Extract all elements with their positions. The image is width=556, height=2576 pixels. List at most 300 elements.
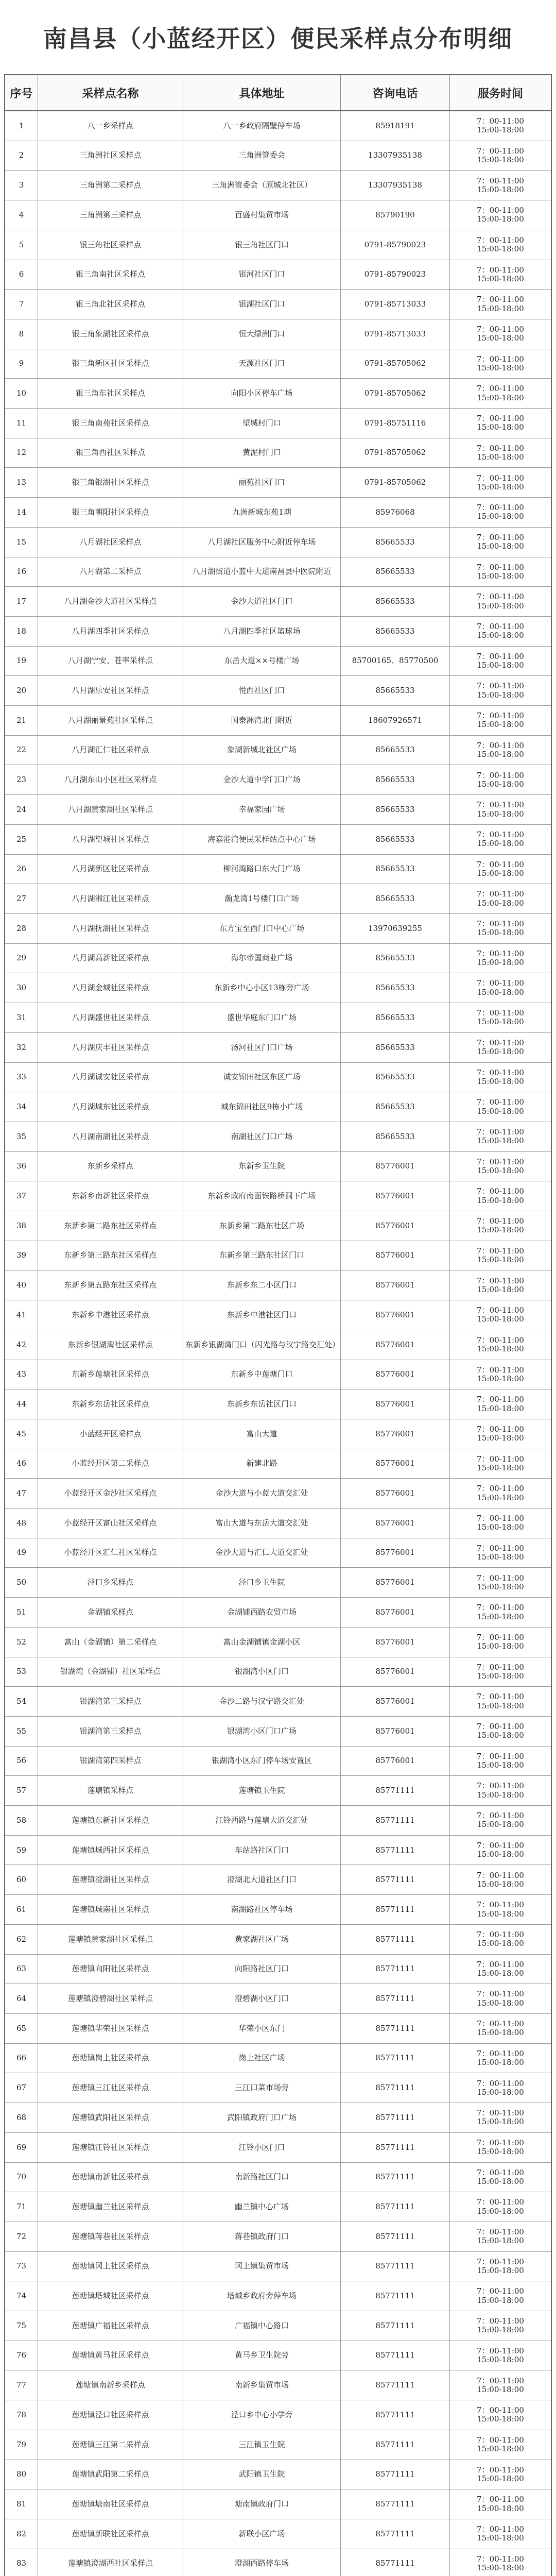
phone: 85771111 [341,2044,450,2073]
table-row [5,230,551,260]
phone: 85776001 [341,1479,450,1508]
point-name: 八月湖抚湖社区采样点 [38,914,183,943]
service-hours: 7：00-11:00 15:00-18:00 [477,146,524,165]
service-hours: 7：00-11:00 15:00-18:00 [477,1187,524,1205]
point-name: 东新乡银湖湾社区采样点 [38,1330,183,1360]
row-number: 65 [5,2014,38,2043]
row-number: 37 [5,1181,38,1211]
phone: 85665533 [341,1122,450,1151]
row-number: 76 [5,2341,38,2370]
point-name: 东新乡莲塘社区采样点 [38,1360,183,1389]
phone: 85771111 [341,2014,450,2043]
header-phone: 咨询电话 [341,75,450,110]
phone: 85776001 [341,1628,450,1657]
phone: 85665533 [341,587,450,616]
phone: 85771111 [341,2133,450,2162]
point-name: 小蓝经开区金沙社区采样点 [38,1479,183,1508]
table-row [5,1181,551,1211]
service-hours: 7：00-11:00 15:00-18:00 [477,1781,524,1800]
row-number: 6 [5,260,38,290]
address: 城东锦田社区9栋小广场 [183,1092,341,1122]
service-hours: 7：00-11:00 15:00-18:00 [477,1395,524,1413]
table-row [5,765,551,795]
phone: 85771111 [341,2222,450,2251]
row-number: 30 [5,973,38,1003]
row-number: 35 [5,1122,38,1151]
point-name: 银三角象湖社区采样点 [38,319,183,349]
phone: 85776001 [341,1181,450,1211]
phone: 85776001 [341,1360,450,1389]
phone: 85976068 [341,498,450,527]
address: 海尔帝国商业广场 [183,944,341,973]
table-row [5,260,551,290]
table-row [5,498,551,528]
table-row [5,884,551,914]
address: 车站路社区门口 [183,1836,341,1865]
point-name: 八月湖汇仁社区采样点 [38,736,183,765]
address: 金湖铺西路农贸市场 [183,1598,341,1627]
table-row [5,795,551,825]
point-name: 小蓝经开区第二采样点 [38,1449,183,1479]
address: 向阳小区停车广场 [183,379,341,408]
table-row [5,1330,551,1360]
address: 澄碧湖小区门口 [183,1984,341,2013]
service-hours: 7：00-11:00 15:00-18:00 [477,1454,524,1472]
point-name: 银三角南社区采样点 [38,260,183,290]
table-header [5,75,551,111]
point-name: 八月湖丽景苑社区采样点 [38,706,183,735]
row-number: 38 [5,1211,38,1241]
table-body [5,111,551,2576]
phone: 0791-85790023 [341,260,450,290]
phone: 85665533 [341,528,450,557]
address: 八月湖四季社区篮球场 [183,617,341,646]
table-row [5,349,551,379]
address: 富山大道 [183,1419,341,1449]
phone: 0791-85705062 [341,349,450,379]
service-hours: 7：00-11:00 15:00-18:00 [477,265,524,283]
point-name: 银湖湾（金湖铺）社区采样点 [38,1657,183,1687]
point-name: 八月湖金沙大道社区采样点 [38,587,183,616]
point-name: 莲塘镇黄家湖社区采样点 [38,1925,183,1954]
address: 东新乡中莲塘门口 [183,1360,341,1389]
point-name: 莲塘镇采样点 [38,1776,183,1805]
table-row [5,319,551,349]
address: 东新乡东岳社区门口 [183,1389,341,1419]
address: 黄泥村门口 [183,438,341,468]
service-hours: 7：00-11:00 15:00-18:00 [477,325,524,343]
address: 塘南镇政府门口 [183,2489,341,2519]
table-row [5,1300,551,1330]
address: 柳河湾路口东大门广场 [183,855,341,884]
phone: 85776001 [341,1657,450,1687]
point-name: 银湖湾第四采样点 [38,1747,183,1776]
point-name: 莲塘镇江铃社区采样点 [38,2133,183,2162]
service-hours: 7：00-11:00 15:00-18:00 [477,2167,524,2186]
row-number: 28 [5,914,38,943]
point-name: 莲塘镇东新社区采样点 [38,1806,183,1835]
address: 象湖新城北社区广场 [183,736,341,765]
table-row [5,1657,551,1687]
address: 东新乡中心小区13栋旁广场 [183,973,341,1003]
service-hours: 7：00-11:00 15:00-18:00 [477,800,524,819]
service-hours: 7：00-11:00 15:00-18:00 [477,1097,524,1116]
service-hours: 7：00-11:00 15:00-18:00 [477,2465,524,2483]
phone: 85665533 [341,1063,450,1092]
row-number: 20 [5,676,38,705]
row-number: 1 [5,111,38,141]
table-row [5,1984,551,2014]
row-number: 57 [5,1776,38,1805]
table-row [5,2489,551,2519]
page-title: 南昌县（小蓝经开区）便民采样点分布明细 [43,25,513,53]
table-row [5,973,551,1003]
table-row [5,111,551,141]
address: 东新乡东二小区门口 [183,1270,341,1300]
address: 八一乡政府隔壁停车场 [183,111,341,141]
address: 泾口乡卫生院 [183,1568,341,1597]
point-name: 银三角朝阳社区采样点 [38,498,183,527]
address: 悦西社区门口 [183,676,341,705]
table-row [5,1538,551,1568]
point-name: 银三角西社区采样点 [38,438,183,468]
point-name: 莲塘镇塘南社区采样点 [38,2489,183,2519]
point-name: 八月湖望城社区采样点 [38,825,183,854]
point-name: 八月湖高新社区采样点 [38,944,183,973]
table-row [5,528,551,557]
phone: 85771111 [341,1984,450,2013]
table-row [5,1717,551,1747]
service-hours: 7：00-11:00 15:00-18:00 [477,1514,524,1532]
row-number: 70 [5,2163,38,2192]
service-hours: 7：00-11:00 15:00-18:00 [477,2524,524,2543]
phone: 85771111 [341,2430,450,2460]
row-number: 23 [5,765,38,794]
table-row [5,2163,551,2193]
address: 泾口乡中心小学旁 [183,2400,341,2430]
service-hours: 7：00-11:00 15:00-18:00 [477,592,524,611]
point-name: 八月湖诚安社区采样点 [38,1063,183,1092]
phone: 85776001 [341,1449,450,1479]
table-row [5,1389,551,1419]
service-hours: 7：00-11:00 15:00-18:00 [477,919,524,938]
address: 澄湖西路停车场 [183,2549,341,2576]
address: 银湖湾小区门口广场 [183,1717,341,1746]
row-number: 64 [5,1984,38,2013]
point-name: 八月湖乐安社区采样点 [38,676,183,705]
table-row [5,1360,551,1390]
point-name: 莲塘镇冈上社区采样点 [38,2252,183,2281]
row-number: 36 [5,1152,38,1181]
point-name: 莲塘镇武阳第二采样点 [38,2460,183,2489]
service-hours: 7：00-11:00 15:00-18:00 [477,978,524,997]
row-number: 12 [5,438,38,468]
point-name: 八月湖盛世社区采样点 [38,1003,183,1032]
row-number: 60 [5,1865,38,1894]
phone: 85776001 [341,1687,450,1716]
table-row [5,1509,551,1538]
row-number: 29 [5,944,38,973]
row-number: 25 [5,825,38,854]
row-number: 81 [5,2489,38,2519]
row-number: 62 [5,1925,38,1954]
row-number: 22 [5,736,38,765]
table-row [5,1776,551,1806]
phone: 85776001 [341,1509,450,1538]
point-name: 泾口乡采样点 [38,1568,183,1597]
address: 东新乡第二路东社区广场 [183,1211,341,1241]
address: 银湖社区门口 [183,290,341,319]
service-hours: 7：00-11:00 15:00-18:00 [477,1573,524,1591]
service-hours: 7：00-11:00 15:00-18:00 [477,889,524,908]
phone: 85771111 [341,1806,450,1835]
service-hours: 7：00-11:00 15:00-18:00 [477,829,524,849]
table-row [5,1628,551,1657]
row-number: 3 [5,171,38,200]
service-hours: 7：00-11:00 15:00-18:00 [477,711,524,730]
address: 富山金湖铺镇金湖小区 [183,1628,341,1657]
table-row [5,1925,551,1955]
table-row [5,1270,551,1300]
phone: 85771111 [341,2192,450,2222]
row-number: 15 [5,528,38,557]
service-hours: 7：00-11:00 15:00-18:00 [477,1484,524,1502]
table-row [5,647,551,676]
phone: 85665533 [341,884,450,913]
table-row [5,2044,551,2074]
address: 金沙大道社区门口 [183,587,341,616]
address: 三角洲管委会（原城北社区） [183,171,341,200]
phone: 85665533 [341,944,450,973]
row-number: 11 [5,409,38,438]
phone: 85918191 [341,111,450,141]
table-row [5,2519,551,2549]
service-hours: 7：00-11:00 15:00-18:00 [477,948,524,968]
phone: 85776001 [341,1717,450,1746]
table-row [5,2400,551,2430]
address: 东新乡中港社区门口 [183,1300,341,1330]
row-number: 61 [5,1895,38,1924]
table-row [5,1568,551,1598]
row-number: 67 [5,2073,38,2103]
service-hours: 7：00-11:00 15:00-18:00 [477,1603,524,1621]
row-number: 47 [5,1479,38,1508]
table-row [5,1122,551,1152]
phone: 0791-85790023 [341,230,450,260]
phone: 85790190 [341,200,450,230]
point-name: 八月湖庆丰社区采样点 [38,1033,183,1062]
row-number: 56 [5,1747,38,1776]
service-hours: 7：00-11:00 15:00-18:00 [477,2048,524,2067]
point-name: 东新乡东岳社区采样点 [38,1389,183,1419]
address: 南湖路社区停车场 [183,1895,341,1924]
point-name: 莲塘镇泾口社区采样点 [38,2400,183,2430]
service-hours: 7：00-11:00 15:00-18:00 [477,532,524,551]
service-hours: 7：00-11:00 15:00-18:00 [477,206,524,224]
table-row [5,1092,551,1122]
phone: 85665533 [341,557,450,587]
row-number: 27 [5,884,38,913]
point-name: 银湖湾第三采样点 [38,1687,183,1716]
row-number: 80 [5,2460,38,2489]
service-hours: 7：00-11:00 15:00-18:00 [477,1008,524,1027]
phone: 85771111 [341,2073,450,2103]
address: 望城村门口 [183,409,341,438]
phone: 0791-85713033 [341,319,450,349]
address: 百盛村集贸市场 [183,200,341,230]
row-number: 32 [5,1033,38,1062]
service-hours: 7：00-11:00 15:00-18:00 [477,1335,524,1354]
header-point-name: 采样点名称 [38,75,183,110]
table-row [5,379,551,409]
address: 三江镇卫生院 [183,2430,341,2460]
phone: 85776001 [341,1152,450,1181]
row-number: 45 [5,1419,38,1449]
phone: 85665533 [341,825,450,854]
point-name: 莲塘镇城南社区采样点 [38,1895,183,1924]
phone: 85771111 [341,2311,450,2341]
table-row [5,2370,551,2400]
table-row [5,825,551,855]
phone: 85776001 [341,1568,450,1597]
phone: 85665533 [341,1033,450,1062]
service-hours: 7：00-11:00 15:00-18:00 [477,2495,524,2513]
service-hours: 7：00-11:00 15:00-18:00 [477,1306,524,1324]
row-number: 33 [5,1063,38,1092]
service-hours: 7：00-11:00 15:00-18:00 [477,2138,524,2157]
phone: 85771111 [341,2549,450,2576]
address: 江铃小区门口 [183,2133,341,2162]
phone: 18607926571 [341,706,450,735]
service-hours: 7：00-11:00 15:00-18:00 [477,443,524,462]
point-name: 莲塘镇澄碧湖社区采样点 [38,1984,183,2013]
row-number: 34 [5,1092,38,1122]
table-row [5,2192,551,2222]
service-hours: 7：00-11:00 15:00-18:00 [477,2227,524,2246]
service-hours: 7：00-11:00 15:00-18:00 [477,2019,524,2038]
phone: 85665533 [341,676,450,705]
service-hours: 7：00-11:00 15:00-18:00 [477,770,524,789]
point-name: 莲塘镇城西社区采样点 [38,1836,183,1865]
service-hours: 7：00-11:00 15:00-18:00 [477,1929,524,1948]
table-row [5,1955,551,1985]
table-row [5,2073,551,2103]
point-name: 八月湖城东社区采样点 [38,1092,183,1122]
service-hours: 7：00-11:00 15:00-18:00 [477,1900,524,1919]
address: 蒋巷镇政府门口 [183,2222,341,2251]
row-number: 4 [5,200,38,230]
point-name: 莲塘镇新联社区采样点 [38,2519,183,2549]
phone: 85771111 [341,2252,450,2281]
point-name: 银三角南苑社区采样点 [38,409,183,438]
phone: 85771111 [341,2341,450,2370]
table-row [5,2549,551,2576]
table-row [5,587,551,617]
service-hours: 7：00-11:00 15:00-18:00 [477,1365,524,1383]
address: 金沙大道与小蓝大道交汇处 [183,1479,341,1508]
point-name: 莲塘镇向阳社区采样点 [38,1955,183,1984]
row-number: 5 [5,230,38,260]
phone: 85776001 [341,1300,450,1330]
service-hours: 7：00-11:00 15:00-18:00 [477,1751,524,1770]
phone: 85771111 [341,1925,450,1954]
address: 幸福家园广场 [183,795,341,824]
row-number: 18 [5,617,38,646]
address: 向阳路社区门口 [183,1955,341,1984]
address: 新联小区广场 [183,2519,341,2549]
table-row [5,409,551,438]
service-hours: 7：00-11:00 15:00-18:00 [477,2405,524,2424]
service-hours: 7：00-11:00 15:00-18:00 [477,1870,524,1889]
table-row [5,1449,551,1479]
address: 丽苑社区门口 [183,468,341,497]
point-name: 莲塘镇三江社区采样点 [38,2073,183,2103]
service-hours: 7：00-11:00 15:00-18:00 [477,1157,524,1175]
point-name: 八月湖湘江社区采样点 [38,884,183,913]
table-row [5,1806,551,1836]
point-name: 银三角社区采样点 [38,230,183,260]
point-name: 八一乡采样点 [38,111,183,141]
service-hours: 7：00-11:00 15:00-18:00 [477,1038,524,1057]
address: 金沙大道中学门口广场 [183,765,341,794]
row-number: 41 [5,1300,38,1330]
row-number: 39 [5,1241,38,1270]
service-hours: 7：00-11:00 15:00-18:00 [477,1067,524,1086]
phone: 85665533 [341,617,450,646]
row-number: 19 [5,647,38,676]
row-number: 58 [5,1806,38,1835]
table-row [5,1598,551,1628]
row-number: 75 [5,2311,38,2341]
row-number: 14 [5,498,38,527]
row-number: 26 [5,855,38,884]
row-number: 13 [5,468,38,497]
service-hours: 7：00-11:00 15:00-18:00 [477,503,524,521]
address: 莲塘镇卫生院 [183,1776,341,1805]
service-hours: 7：00-11:00 15:00-18:00 [477,562,524,581]
service-hours: 7：00-11:00 15:00-18:00 [477,354,524,372]
phone: 0791-85705062 [341,468,450,497]
address: 诚安锦田社区东区广场 [183,1063,341,1092]
table-row [5,2133,551,2163]
table-row [5,1033,551,1063]
phone: 85776001 [341,1538,450,1568]
row-number: 52 [5,1628,38,1657]
address: 国泰洲湾北门附近 [183,706,341,735]
service-hours: 7：00-11:00 15:00-18:00 [477,1276,524,1294]
address: 东岳大道××号楼广场 [183,647,341,676]
point-name: 莲塘镇幽兰社区采样点 [38,2192,183,2222]
address: 三江口菜市场旁 [183,2073,341,2103]
table-row [5,557,551,587]
phone: 85665533 [341,765,450,794]
address: 南湖社区门口广场 [183,1122,341,1151]
table-row [5,1836,551,1866]
service-hours: 7：00-11:00 15:00-18:00 [477,1425,524,1443]
address: 武阳镇政府门口广场 [183,2103,341,2132]
address: 银三角社区门口 [183,230,341,260]
service-hours: 7：00-11:00 15:00-18:00 [477,2346,524,2365]
table-row [5,2430,551,2460]
row-number: 31 [5,1003,38,1032]
header-address: 具体地址 [183,75,341,110]
phone: 85771111 [341,2460,450,2489]
point-name: 银三角东社区采样点 [38,379,183,408]
point-name: 莲塘镇黄马社区采样点 [38,2341,183,2370]
point-name: 银三角银湖社区采样点 [38,468,183,497]
service-hours: 7：00-11:00 15:00-18:00 [477,2108,524,2127]
address: 恒大绿洲门口 [183,319,341,349]
